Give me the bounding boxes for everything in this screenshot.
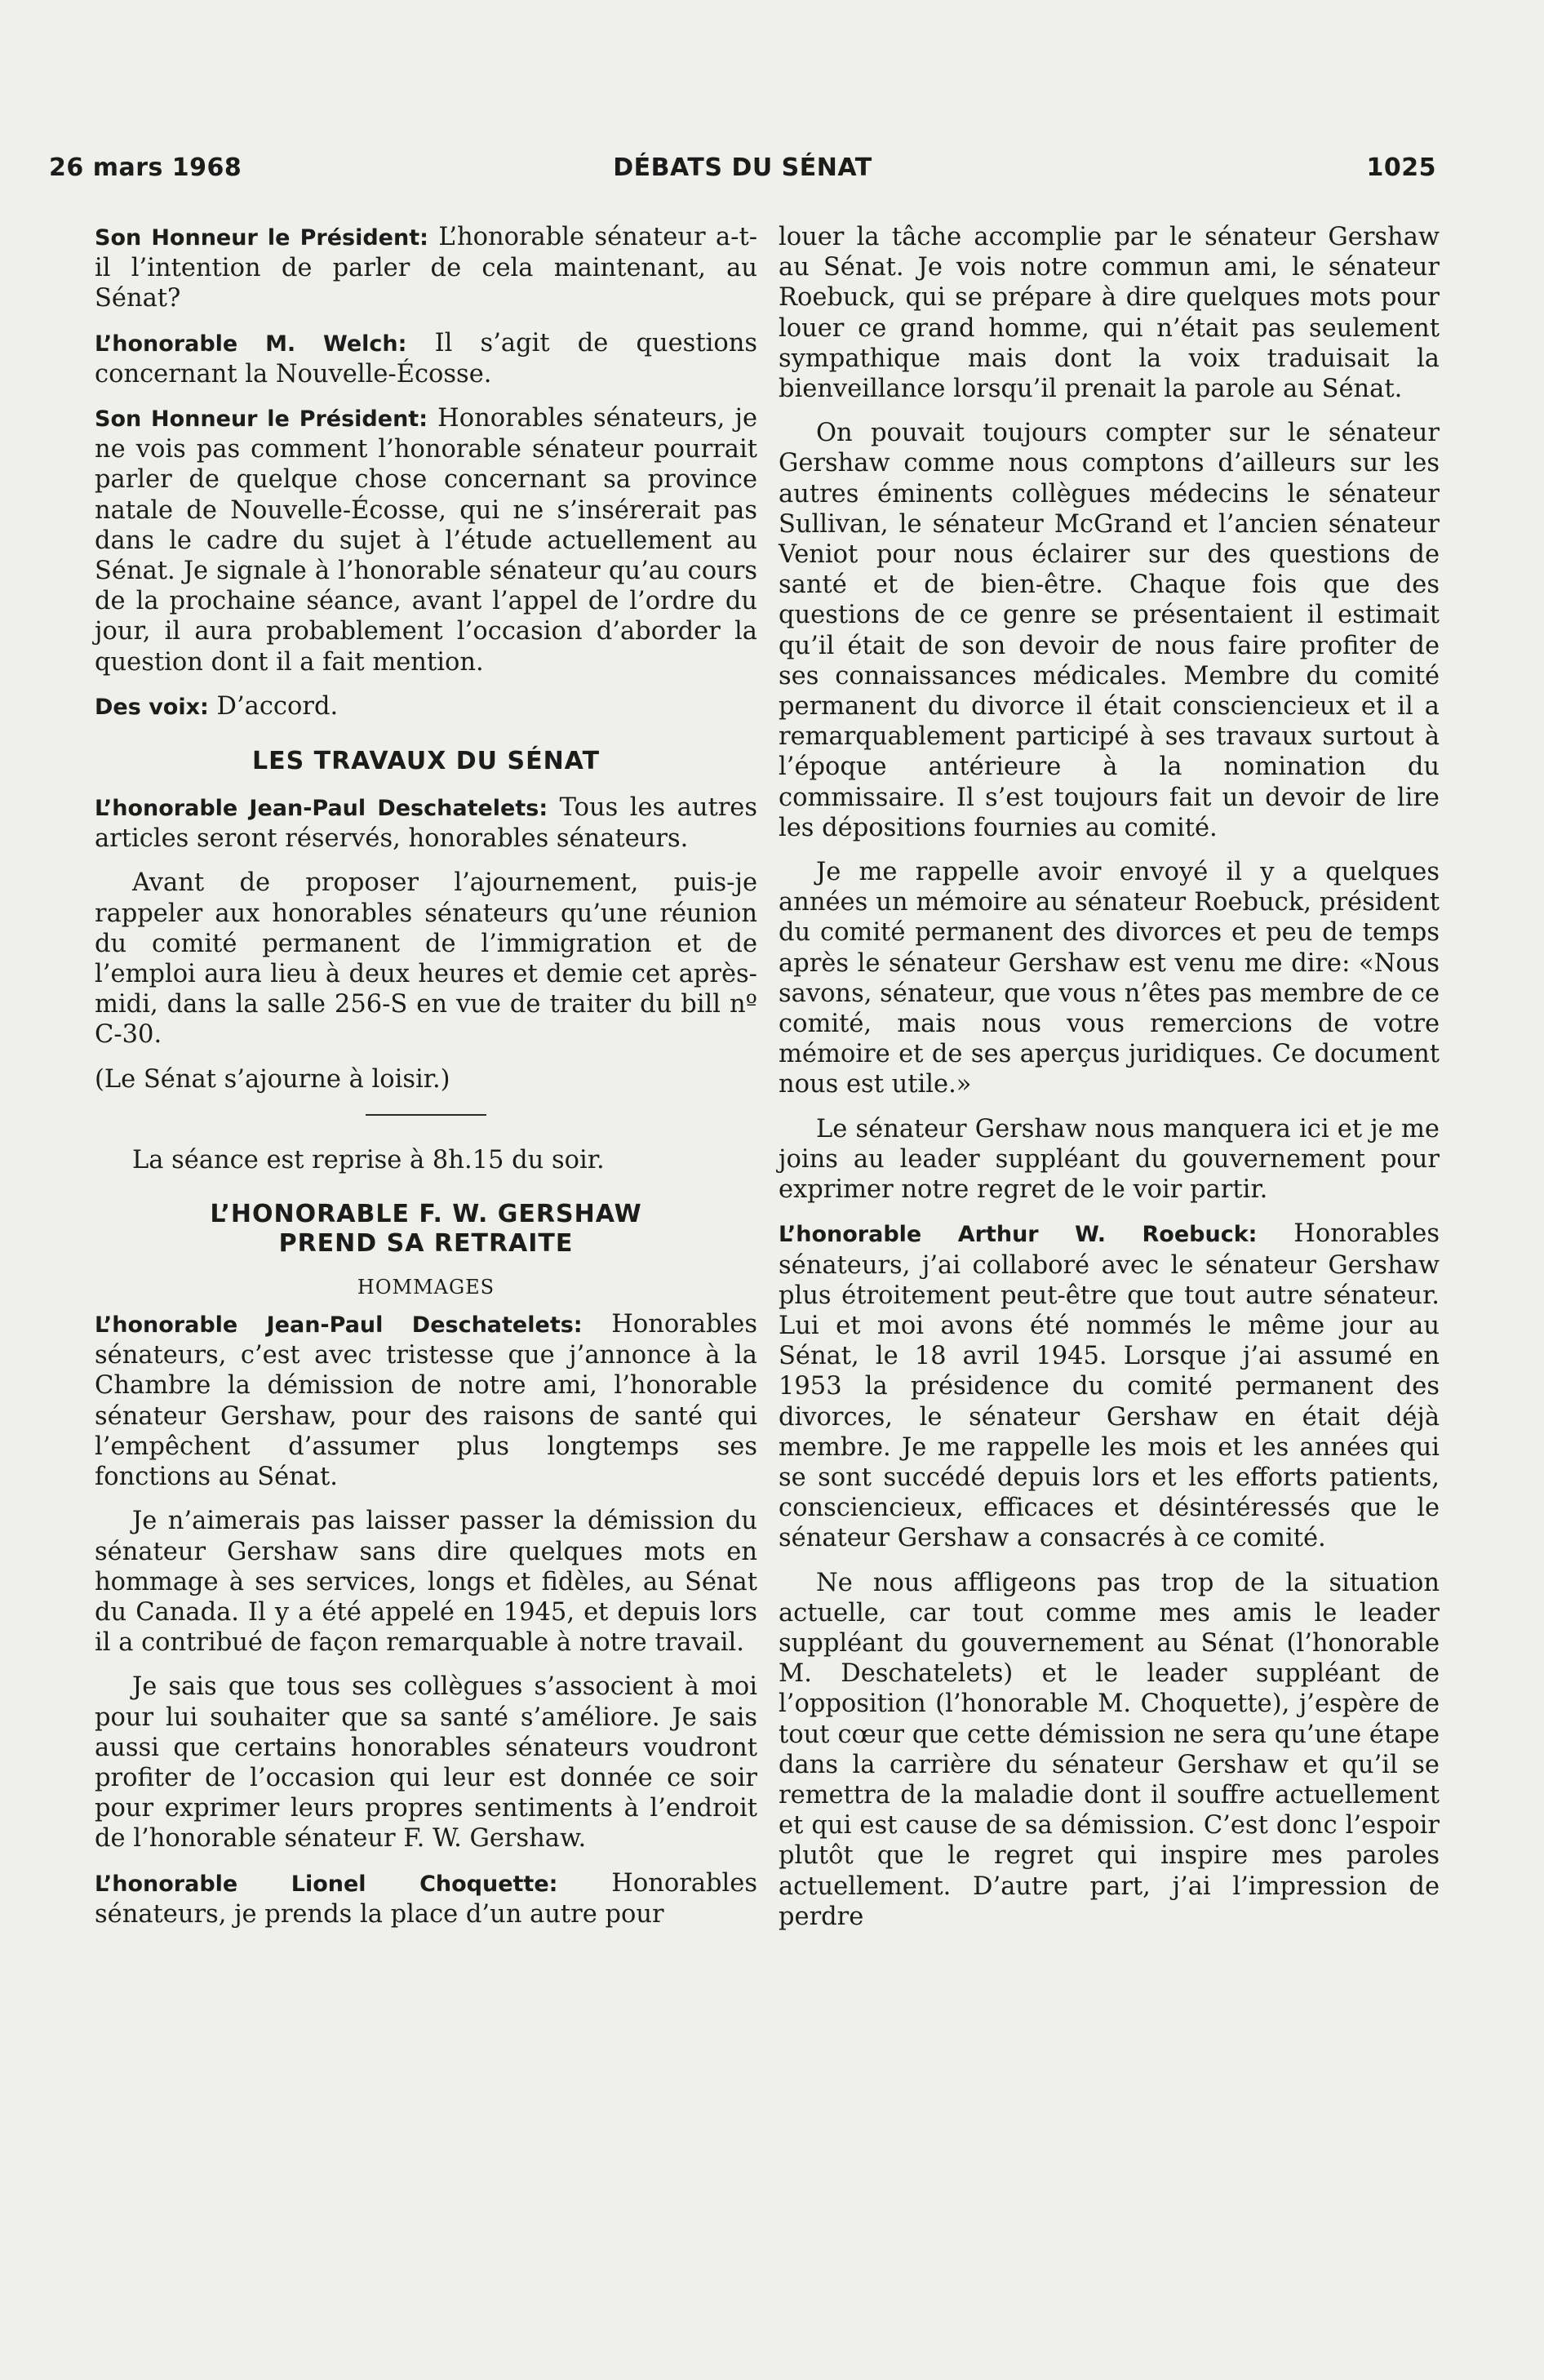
paragraph: Le sénateur Gershaw nous manquera ici et je me joins au leader suppléant du gouvernement pour exprimer notre regret de le voir partir. (779, 1114, 1440, 1205)
paragraph (95, 1309, 757, 1492)
paragraph-text: Honorables sénateurs, je ne vois pas comment l’honorable sénateur pourrait parler de quelque chose concernant sa province natale de Nouvelle-Écosse, qui ne s’insérerait pas dans le cadre du sujet à l’étude actuellement au Sénat. Je signale à l’honorable sénateur qu’au cours de la prochaine séance, avant l’appel de l’ordre du jour, il aura probablement l’occasion d’aborder la question dont il a fait mention. (95, 404, 757, 677)
header-title: DÉBATS DU SÉNAT (613, 153, 872, 182)
paragraph: louer la tâche accomplie par le sénateur Gershaw au Sénat. Je vois notre commun ami, le sénateur Roebuck, qui se prépare à dire quelques mots pour louer ce grand homme, qui n’était pas seulement sympathique mais dont la voix traduisait la bienveillance lorsqu’il prenait la parole au Sénat. (779, 223, 1440, 404)
divider (366, 1114, 486, 1116)
page-header (49, 152, 1436, 184)
paragraph: Avant de proposer l’ajournement, puis-je rappeler aux honorables sénateurs qu’une réunion du comité permanent de l’immigration et de l’emploi aura lieu à deux heures et demie cet après-midi, dans la salle 256-S en vue de traiter du bill nº C-30. (95, 868, 757, 1050)
speaker-label: L’honorable Jean-Paul Deschatelets: (95, 1312, 583, 1339)
speaker-label: L’honorable M. Welch: (95, 331, 407, 357)
page-number: 1025 (1366, 153, 1436, 182)
paragraph: La séance est reprise à 8h.15 du soir. (132, 1145, 605, 1174)
paragraph (95, 1868, 757, 1929)
paragraph: Je sais que tous ses collègues s’associent à moi pour lui souhaiter que sa santé s’améliore. Je sais aussi que certains honorables sénateurs voudront profiter de l’occasion qui leur est donnée ce soir pour exprimer leurs propres sentiments à l’endroit de l’honorable sénateur F. W. Gershaw. (95, 1672, 757, 1854)
right-column (779, 222, 1440, 1946)
paragraph-text: Il s’agit de questions concernant la Nouvelle-Écosse. (95, 328, 757, 389)
paragraph (95, 328, 757, 389)
speaker-label: L’honorable Arthur W. Roebuck: (779, 1222, 1258, 1248)
paragraph (95, 403, 757, 677)
paragraph: (Le Sénat s’ajourne à loisir.) (95, 1064, 450, 1094)
paragraph: Je n’aimerais pas laisser passer la démission du sénateur Gershaw sans dire quelques mots en hommage à ses services, longs et fidèles, au Sénat du Canada. Il y a été appelé en 1945, et depuis lors il a contribué de façon remarquable à notre travail. (95, 1507, 757, 1658)
section-heading: LES TRAVAUX DU SÉNAT (251, 747, 601, 776)
paragraph-text: Honorables sénateurs, je prends la place d’un autre pour (95, 1868, 757, 1929)
paragraph: On pouvait toujours compter sur le sénateur Gershaw comme nous comptons d’ailleurs sur les autres éminents collègues médecins le sénateur Sullivan, le sénateur McGrand et l’ancien sénateur Veniot pour nous éclairer sur des questions de santé et de bien-être. Chaque fois que des questions de ce genre se présentaient il estimait qu’il était de son devoir de nous faire profiter de ses connaissances médicales. Membre du comité permanent du divorce il était consciencieux et il a remarquablement participé à ses travaux surtout à l’époque antérieure à la nomination du commissaire. Il s’est toujours fait un devoir de lire les dépositions fournies au comité. (779, 419, 1440, 842)
heading-line: L’HONORABLE F. W. GERSHAW (210, 1200, 642, 1229)
header-date: 26 mars 1968 (49, 153, 242, 182)
paragraph-text: Tous les autres articles seront réservés, honorables sénateurs. (95, 793, 757, 854)
paragraph-text: L’honorable sénateur a-t-il l’intention de parler de cela maintenant, au Sénat? (95, 223, 758, 313)
paragraph (95, 793, 757, 854)
subheading: HOMMAGES (357, 1276, 495, 1299)
paragraph (779, 1219, 1440, 1553)
paragraph-text: Honorables sénateurs, c’est avec tristesse que j’annonce à la Chambre la démission de notre ami, l’honorable sénateur Gershaw, pour des raisons de santé qui l’empêchent d’assumer plus longtemps ses fonctions au Sénat. (95, 1310, 757, 1492)
left-column (95, 222, 757, 1943)
paragraph (95, 222, 757, 314)
heading-line: PREND SA RETRAITE (278, 1229, 574, 1259)
speaker-label: Son Honneur le Président: (95, 406, 428, 433)
speaker-label: L’honorable Lionel Choquette: (95, 1871, 558, 1897)
paragraph (95, 691, 757, 722)
speaker-label: L’honorable Jean-Paul Deschatelets: (95, 796, 548, 822)
speaker-label: Des voix: (95, 694, 209, 720)
paragraph: Je me rappelle avoir envoyé il y a quelques années un mémoire au sénateur Roebuck, président du comité permanent des divorces et peu de temps après le sénateur Gershaw est venu me dire: «Nous savons, sénateur, que vous n’êtes pas membre de ce comité, mais nous vous remercions de votre mémoire et de ses aperçus juridiques. Ce document nous est utile.» (779, 858, 1440, 1099)
paragraph: Ne nous affligeons pas trop de la situation actuelle, car tout comme mes amis le leader suppléant du gouvernement au Sénat (l’honorable M. Deschatelets) et le leader suppléant de l’opposition (l’honorable M. Choquette), j’espère de tout cœur que cette démission ne sera qu’une étape dans la carrière du sénateur Gershaw et qu’il se remettra de la maladie dont il souffre actuellement et qui est cause de sa démission. C’est donc l’espoir plutôt que le regret qui inspire mes paroles actuellement. D’autre part, j’ai l’impression de perdre (779, 1568, 1440, 1931)
paragraph-text: Honorables sénateurs, j’ai collaboré avec le sénateur Gershaw plus étroitement peut-être que tout autre sénateur. Lui et moi avons été nommés le même jour au Sénat, le 18 avril 1945. Lorsque j’ai assumé en 1953 la présidence du comité permanent des divorces, le sénateur Gershaw en était déjà membre. Je me rappelle les mois et les années qui se sont succédé depuis lors et les efforts patients, consciencieux, efficaces et désintéressés que le sénateur Gershaw a consacrés à ce comité. (779, 1219, 1440, 1553)
paragraph-text: D’accord. (208, 691, 339, 721)
speaker-label: Son Honneur le Président: (95, 225, 428, 251)
section-heading (95, 1200, 757, 1259)
